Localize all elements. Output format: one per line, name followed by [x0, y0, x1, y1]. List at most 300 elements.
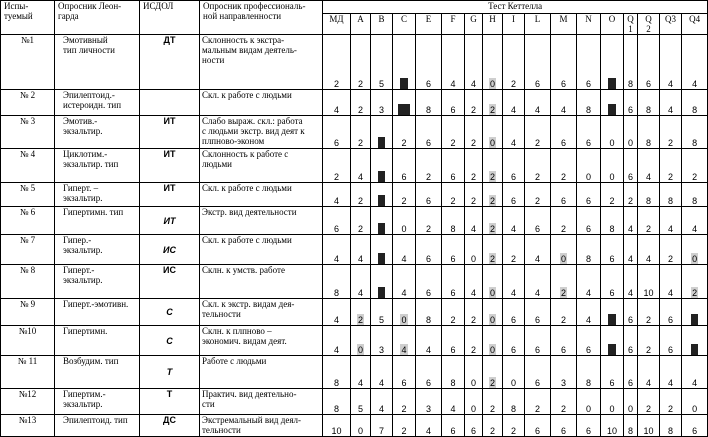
cattell-score [416, 116, 442, 149]
score-value: 7 [609, 105, 615, 115]
cattell-score [525, 326, 551, 356]
score-value: 6 [510, 196, 516, 206]
score-value: 0 [609, 138, 615, 148]
cattell-score [577, 389, 601, 415]
cattell-score [503, 415, 525, 437]
cattell-score [624, 116, 638, 149]
score-value: 4 [534, 254, 540, 264]
cattell-score [682, 90, 708, 116]
cattell-score [351, 326, 371, 356]
cattell-score [682, 415, 708, 437]
profession-orientation: Склн. к умств. работе [200, 265, 323, 299]
profession-orientation: Скл. к работе с людьми [200, 90, 323, 116]
table-row [1, 389, 708, 415]
cattell-score [351, 299, 371, 326]
cattell-score [442, 415, 465, 437]
score-value: 2 [489, 254, 495, 264]
score-value: 6 [401, 172, 407, 182]
cattell-score [503, 35, 525, 90]
score-value: 6 [585, 345, 591, 355]
cattell-score [416, 235, 442, 265]
cattell-score [525, 90, 551, 116]
score-value: 0 [609, 404, 615, 414]
score-value: 6 [450, 254, 456, 264]
score-value: 4 [585, 315, 591, 325]
cattell-score [660, 116, 682, 149]
cattell-score [323, 389, 351, 415]
score-value: 2 [357, 315, 363, 325]
score-value: 6 [450, 288, 456, 298]
cattell-score [416, 207, 442, 235]
isdol-code: С [140, 326, 200, 356]
cattell-score [323, 356, 351, 389]
cattell-score [371, 35, 393, 90]
leonhard-type: Гипер.- экзальтир. [55, 235, 140, 265]
cattell-score [577, 235, 601, 265]
cattell-score [371, 235, 393, 265]
score-value: 2 [450, 138, 456, 148]
score-value: 0 [357, 345, 363, 355]
score-value: 2 [534, 172, 540, 182]
leonhard-type: Эпилептоид. тип [55, 415, 140, 437]
cattell-score [483, 265, 503, 299]
cattell-score [483, 183, 503, 207]
score-value: 6 [560, 138, 566, 148]
cattell-score [525, 235, 551, 265]
cattell-score [638, 90, 660, 116]
leonhard-type: Гипертимн. [55, 326, 140, 356]
subject-id: № 6 [1, 207, 55, 235]
score-value: 8 [609, 224, 615, 234]
cattell-score [371, 326, 393, 356]
cattell-score [601, 207, 624, 235]
cattell-score [660, 235, 682, 265]
cattell-score [442, 207, 465, 235]
cattell-score [525, 183, 551, 207]
table-row [1, 415, 708, 437]
cattell-score [577, 116, 601, 149]
cattell-score [577, 183, 601, 207]
cattell-score [393, 389, 416, 415]
cattell-score [465, 356, 483, 389]
cattell-score [416, 149, 442, 183]
isdol-code: Т [140, 356, 200, 389]
cattell-score [601, 149, 624, 183]
cattell-score [503, 265, 525, 299]
factor-header: Q 2 [638, 14, 660, 35]
score-value: 2 [401, 196, 407, 206]
score-value: 0 [470, 378, 476, 388]
factor-header: Q 1 [624, 14, 638, 35]
cattell-score [442, 235, 465, 265]
leonhard-type: Эпилептоид.- истероидн. тип [55, 90, 140, 116]
profession-orientation: Практич. вид деятельно- сти [200, 389, 323, 415]
cattell-score [601, 415, 624, 437]
cattell-score [525, 356, 551, 389]
score-value: 7 [378, 426, 384, 436]
score-value: 4 [357, 288, 363, 298]
cattell-score [638, 207, 660, 235]
score-value: 2 [470, 345, 476, 355]
cattell-score [393, 326, 416, 356]
cattell-score [371, 356, 393, 389]
cattell-score [660, 149, 682, 183]
cattell-score [465, 116, 483, 149]
factor-header: O [601, 14, 624, 35]
factor-header: L [525, 14, 551, 35]
cattell-score [393, 183, 416, 207]
score-value: 0 [560, 254, 566, 264]
cattell-score [601, 35, 624, 90]
cattell-score [416, 265, 442, 299]
score-value: 2 [470, 196, 476, 206]
cattell-score [483, 326, 503, 356]
score-value: 2 [333, 172, 339, 182]
score-value: 4 [425, 345, 431, 355]
score-value: 0 [470, 254, 476, 264]
score-value: 2 [470, 105, 476, 115]
profession-orientation: Склн. к плпново – экономич. видам деят. [200, 326, 323, 356]
subject-id: № 8 [1, 265, 55, 299]
score-value: 2 [609, 196, 615, 206]
cattell-score [577, 207, 601, 235]
score-value: 6 [645, 79, 651, 89]
score-value: 6 [627, 378, 633, 388]
cattell-score [503, 356, 525, 389]
score-value: 2 [645, 345, 651, 355]
score-value: 0 [489, 315, 495, 325]
cattell-score [371, 415, 393, 437]
score-value: 8 [645, 105, 651, 115]
score-value: 8 [692, 196, 698, 206]
isdol-code: ДТ [140, 35, 200, 90]
isdol-code: ИС [140, 235, 200, 265]
score-value: 2 [489, 224, 495, 234]
factor-header: E [416, 14, 442, 35]
cattell-score [483, 235, 503, 265]
isdol-code: ИС [140, 265, 200, 299]
score-value: 8 [401, 79, 407, 89]
cattell-score [525, 265, 551, 299]
cattell-score [371, 265, 393, 299]
factor-header: F [442, 14, 465, 35]
score-value: 4 [401, 345, 407, 355]
cattell-score [638, 265, 660, 299]
cattell-score [393, 299, 416, 326]
score-value: 4 [470, 79, 476, 89]
cattell-score [682, 356, 708, 389]
score-value: 2 [645, 404, 651, 414]
cattell-score [483, 207, 503, 235]
cattell-score [323, 299, 351, 326]
cattell-score [351, 207, 371, 235]
score-value: 6 [425, 254, 431, 264]
leonhard-type: Гипертим.- экзальтир. [55, 389, 140, 415]
score-value: 2 [450, 196, 456, 206]
isdol-code: ИТ [140, 149, 200, 183]
cattell-score [442, 116, 465, 149]
score-value: 2 [667, 172, 673, 182]
score-value: 8 [378, 288, 384, 298]
cattell-score [416, 90, 442, 116]
cattell-score [682, 149, 708, 183]
cattell-score [660, 35, 682, 90]
score-value: 4 [470, 288, 476, 298]
cattell-score [682, 299, 708, 326]
cattell-score [601, 116, 624, 149]
score-value: 6 [425, 79, 431, 89]
score-value: 5 [378, 79, 384, 89]
score-value: 6 [534, 315, 540, 325]
score-value: 10 [331, 426, 342, 436]
score-value: 6 [692, 426, 698, 436]
score-value: 8 [425, 105, 431, 115]
score-value: 6 [534, 378, 540, 388]
cattell-score [601, 299, 624, 326]
cattell-score [660, 356, 682, 389]
cattell-score [551, 35, 577, 90]
isdol-code: С [140, 299, 200, 326]
score-value: 6 [609, 378, 615, 388]
score-value: 6 [560, 79, 566, 89]
cattell-score [577, 149, 601, 183]
cattell-score [442, 326, 465, 356]
cattell-score [624, 389, 638, 415]
score-value: 8 [609, 315, 615, 325]
cattell-score [371, 299, 393, 326]
cattell-score [351, 265, 371, 299]
cattell-score [624, 299, 638, 326]
cattell-score [483, 415, 503, 437]
score-value: 8 [609, 345, 615, 355]
cattell-score [371, 90, 393, 116]
score-value: 4 [333, 315, 339, 325]
cattell-score [393, 116, 416, 149]
score-value: 3 [378, 105, 384, 115]
cattell-score [442, 389, 465, 415]
score-value: 4 [645, 254, 651, 264]
isdol-code: ИТ [140, 183, 200, 207]
cattell-score [638, 326, 660, 356]
cattell-score [624, 356, 638, 389]
cattell-score [503, 207, 525, 235]
score-value: 2 [560, 172, 566, 182]
cattell-score [551, 116, 577, 149]
score-value: 10 [606, 426, 617, 436]
cattell-score [638, 149, 660, 183]
cattell-score [624, 90, 638, 116]
cattell-score [351, 149, 371, 183]
score-value: 6 [560, 345, 566, 355]
table-row [1, 149, 708, 183]
cattell-score [577, 326, 601, 356]
cattell-score [638, 116, 660, 149]
score-value: 4 [627, 254, 633, 264]
table-row [1, 116, 708, 149]
score-value: 8 [627, 426, 633, 436]
score-value: 4 [667, 378, 673, 388]
subject-id: № 2 [1, 90, 55, 116]
score-value: 8 [692, 138, 698, 148]
score-value: 5 [378, 315, 384, 325]
cattell-score [323, 415, 351, 437]
table-row [1, 356, 708, 389]
score-value: 6 [585, 138, 591, 148]
factor-header: Q3 [660, 14, 682, 35]
leonhard-type: Эмотив.- экзальтир. [55, 116, 140, 149]
score-value: 6 [585, 79, 591, 89]
score-value: 2 [357, 196, 363, 206]
score-value: 4 [401, 288, 407, 298]
score-value: 8 [585, 254, 591, 264]
cattell-score [351, 116, 371, 149]
table-row [1, 183, 708, 207]
profession-orientation: Скл. к работе с людьми [200, 235, 323, 265]
cattell-score [416, 415, 442, 437]
profession-orientation: Скл. к работе с людьми [200, 183, 323, 207]
cattell-score [371, 149, 393, 183]
score-value: 6 [585, 196, 591, 206]
score-value: 6 [627, 345, 633, 355]
cattell-score [416, 299, 442, 326]
factor-header: H [483, 14, 503, 35]
score-value: 2 [692, 172, 698, 182]
cattell-score [624, 207, 638, 235]
score-value: 0 [692, 404, 698, 414]
cattell-score [660, 90, 682, 116]
score-value: 4 [470, 224, 476, 234]
score-value: 0 [401, 224, 407, 234]
cattell-score [551, 90, 577, 116]
leonhard-type: Возбудим. тип [55, 356, 140, 389]
cattell-score [351, 90, 371, 116]
profession-orientation: Экстремальный вид деял- тельности [200, 415, 323, 437]
score-value: 0 [609, 172, 615, 182]
cattell-score [442, 183, 465, 207]
score-value: 2 [645, 315, 651, 325]
cattell-score [577, 299, 601, 326]
leonhard-type: Гипертимн. тип [55, 207, 140, 235]
score-value: 6 [450, 426, 456, 436]
score-value: 4 [333, 345, 339, 355]
score-value: 8 [645, 196, 651, 206]
score-value: 6 [425, 288, 431, 298]
cattell-score [577, 90, 601, 116]
profession-orientation: Склонность к работе с людьми [200, 149, 323, 183]
factor-header: C [393, 14, 416, 35]
cattell-score [624, 326, 638, 356]
score-value: 6 [470, 426, 476, 436]
cattell-score [465, 149, 483, 183]
isdol-code: ИТ [140, 207, 200, 235]
cattell-score [503, 183, 525, 207]
score-value: 0 [627, 404, 633, 414]
score-value: 4 [333, 254, 339, 264]
score-value: 2 [357, 138, 363, 148]
score-value: 4 [534, 288, 540, 298]
score-value: 6 [585, 426, 591, 436]
leonhard-type: Гиперт.-эмотивн. [55, 299, 140, 326]
cattell-score [682, 207, 708, 235]
score-value: 6 [667, 345, 673, 355]
cattell-score [601, 326, 624, 356]
cattell-score [660, 326, 682, 356]
score-value: 6 [510, 345, 516, 355]
cattell-score [660, 415, 682, 437]
factor-header: M [551, 14, 577, 35]
cattell-score [624, 415, 638, 437]
score-value: 4 [357, 254, 363, 264]
score-value: 4 [378, 378, 384, 388]
subject-id: № 3 [1, 116, 55, 149]
cattell-score [371, 183, 393, 207]
score-value: 8 [333, 378, 339, 388]
cattell-score [638, 299, 660, 326]
cattell-score [483, 149, 503, 183]
table-row [1, 326, 708, 356]
score-value: 6 [609, 288, 615, 298]
cattell-score [551, 207, 577, 235]
cattell-score [624, 149, 638, 183]
score-value: 2 [489, 105, 495, 115]
score-value: 8 [378, 196, 384, 206]
score-value: 4 [560, 105, 566, 115]
cattell-score [416, 356, 442, 389]
cattell-score [525, 116, 551, 149]
cattell-score [483, 299, 503, 326]
subject-id: № 4 [1, 149, 55, 183]
score-value: 3 [378, 345, 384, 355]
cattell-score [601, 183, 624, 207]
score-value: 4 [510, 224, 516, 234]
cattell-score [624, 35, 638, 90]
cattell-score [465, 299, 483, 326]
subject-id: № 7 [1, 235, 55, 265]
score-value: 8 [378, 224, 384, 234]
cattell-score [551, 235, 577, 265]
score-value: 2 [357, 79, 363, 89]
score-value: 6 [560, 426, 566, 436]
cattell-score [624, 235, 638, 265]
score-value: 2 [667, 138, 673, 148]
cattell-score [323, 235, 351, 265]
cattell-score [660, 299, 682, 326]
score-value: 6 [627, 172, 633, 182]
cattell-score [638, 389, 660, 415]
cattell-score [551, 299, 577, 326]
cattell-score [465, 235, 483, 265]
cattell-score [503, 116, 525, 149]
subject-id: №12 [1, 389, 55, 415]
cattell-score [551, 265, 577, 299]
score-value: 4 [333, 196, 339, 206]
cattell-score [577, 35, 601, 90]
cattell-score [551, 389, 577, 415]
cattell-score [465, 389, 483, 415]
score-value: 2 [401, 138, 407, 148]
score-value: 8 [378, 254, 384, 264]
cattell-score [323, 149, 351, 183]
cattell-score [465, 90, 483, 116]
cattell-score [660, 207, 682, 235]
cattell-score [503, 389, 525, 415]
cattell-score [393, 207, 416, 235]
leonhard-type: Эмотивный тип личности [55, 35, 140, 90]
factor-header: Q4 [682, 14, 708, 35]
cattell-score [483, 116, 503, 149]
score-value: 4 [510, 288, 516, 298]
score-value: 0 [401, 315, 407, 325]
